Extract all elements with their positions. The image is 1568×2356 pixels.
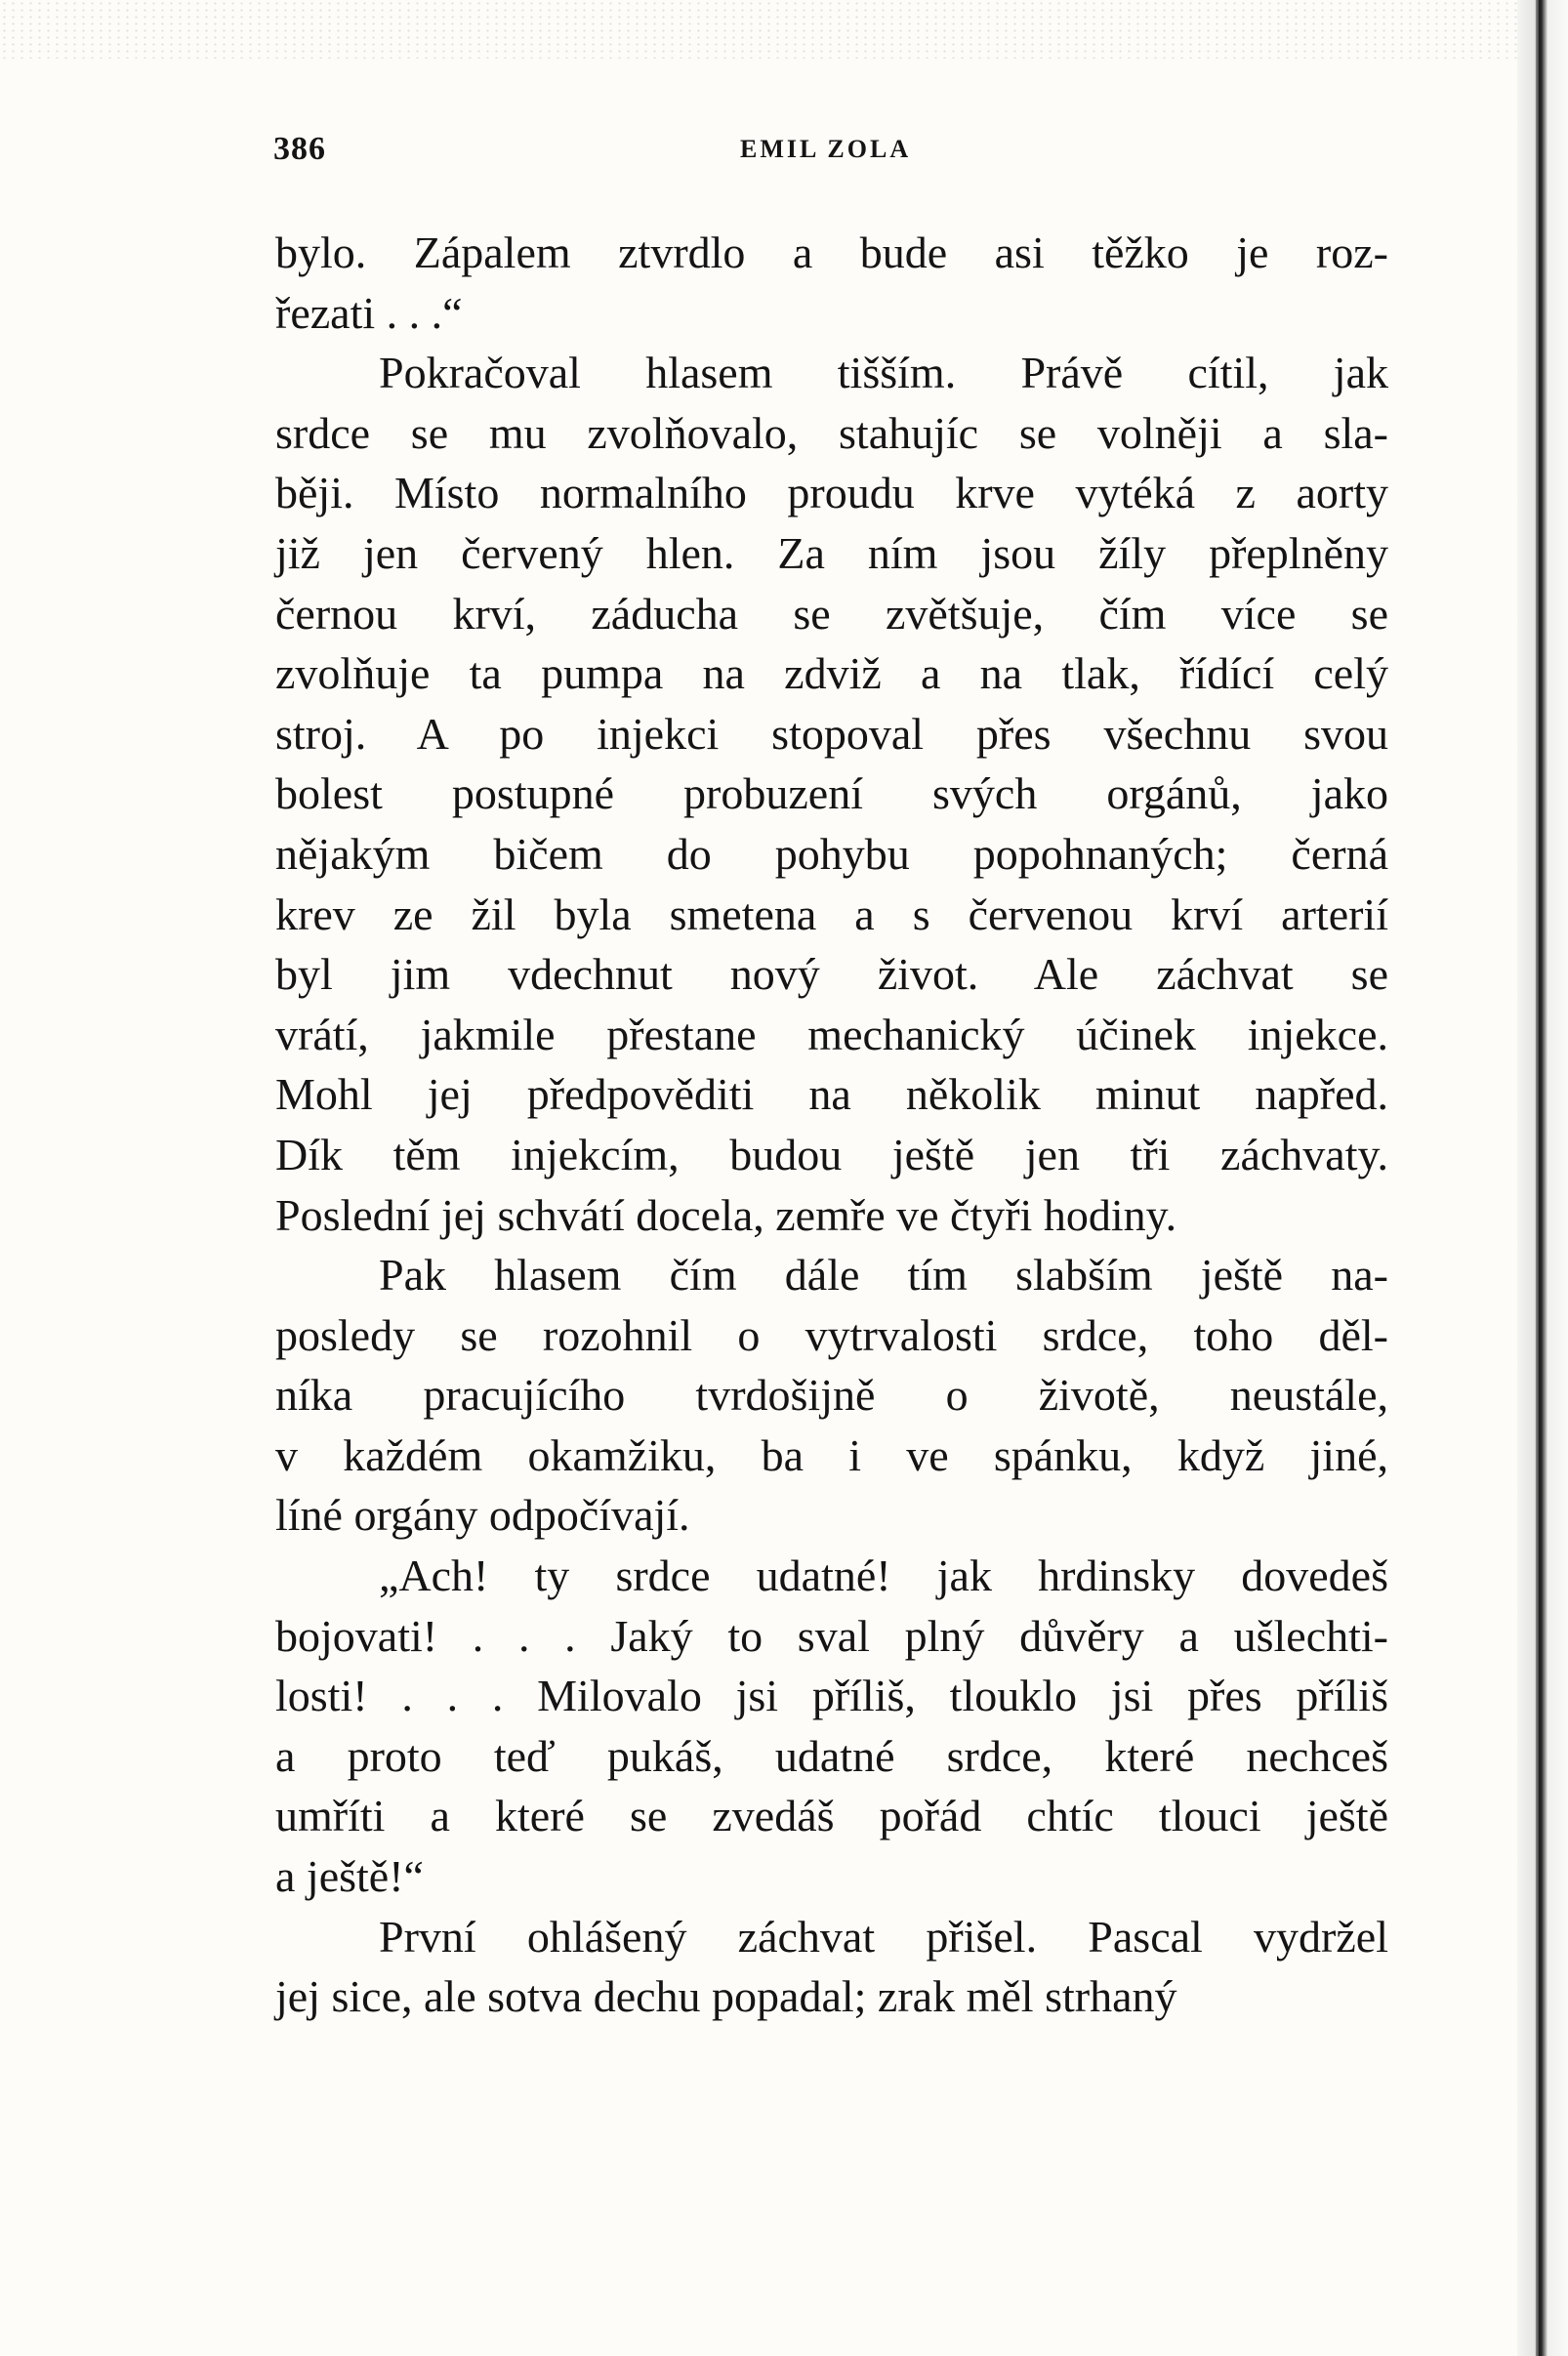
text-line: krev ze žil byla smetena a s červenou krví arterií	[275, 889, 1388, 939]
text-line: byl jim vdechnut nový život. Ale záchvat se	[275, 949, 1388, 1000]
paragraph	[275, 1546, 1388, 1907]
page-header	[273, 131, 1396, 170]
text-line: řezati . . .“	[275, 287, 463, 338]
text-line: zvolňuje ta pumpa na zdviž a na tlak, řídící celý	[275, 648, 1388, 699]
page-binding-shadow	[1536, 0, 1539, 2356]
text-line: jej sice, ale sotva dechu popadal; zrak měl strhaný	[275, 1971, 1177, 2022]
text-line: bylo. Zápalem ztvrdlo a bude asi těžko je roz-	[275, 227, 1388, 277]
text-line: Pokračoval hlasem tišším. Právě cítil, jak	[379, 348, 1388, 398]
text-line: a proto teď pukáš, udatné srdce, které nechceš	[275, 1730, 1388, 1781]
text-line: vrátí, jakmile přestane mechanický účinek injekce.	[275, 1009, 1388, 1059]
text-line: černou krví, záducha se zvětšuje, čím více se	[275, 588, 1388, 639]
text-line: Dík těm injekcím, budou ještě jen tři záchvaty.	[275, 1129, 1388, 1179]
text-line: Poslední jej schvátí docela, zemře ve čtyři hodiny.	[275, 1189, 1177, 1240]
text-line: bojovati! . . . Jaký to sval plný důvěry a ušlechti-	[275, 1610, 1388, 1661]
scan-noise	[0, 0, 1523, 59]
text-line: líné orgány odpočívají.	[275, 1490, 690, 1541]
text-line: umříti a které se zvedáš pořád chtíc tlouci ještě	[275, 1791, 1388, 1841]
paragraph	[275, 1907, 1388, 2027]
text-line: bolest postupné probuzení svých orgánů, jako	[275, 768, 1388, 819]
text-line: běji. Místo normalního proudu krve vytéká z aorty	[275, 468, 1388, 518]
paragraph	[275, 343, 1388, 1245]
text-line: srdce se mu zvolňovalo, stahujíc se volněji a sla-	[275, 407, 1388, 458]
body-text	[275, 223, 1388, 2027]
text-line: Pak hlasem čím dále tím slabším ještě na-	[379, 1250, 1388, 1301]
text-line: losti! . . . Milovalo jsi příliš, tlouklo jsi přes příliš	[275, 1671, 1388, 1721]
text-line: Mohl jej předpověditi na několik minut napřed.	[275, 1069, 1388, 1120]
text-line: a ještě!“	[275, 1851, 424, 1902]
text-line: stroj. A po injekci stopoval přes všechnu svou	[275, 708, 1388, 759]
page-number: 386	[273, 131, 326, 167]
paragraph	[275, 1245, 1388, 1546]
text-line: níka pracujícího tvrdošijně o životě, neustále,	[275, 1370, 1388, 1421]
text-line: nějakým bičem do pohybu popohnaných; černá	[275, 828, 1388, 879]
paragraph	[275, 223, 1388, 343]
running-head: EMIL ZOLA	[740, 135, 912, 163]
text-line: První ohlášený záchvat přišel. Pascal vydržel	[379, 1911, 1388, 1962]
text-line: „Ach! ty srdce udatné! jak hrdinsky dovedeš	[379, 1550, 1388, 1601]
text-line: posledy se rozohnil o vytrvalosti srdce, toho děl-	[275, 1309, 1388, 1360]
page-binding-edge	[1517, 0, 1568, 2356]
text-line: již jen červený hlen. Za ním jsou žíly přeplněny	[275, 527, 1388, 578]
text-line: v každém okamžiku, ba i ve spánku, když jiné,	[275, 1429, 1388, 1480]
